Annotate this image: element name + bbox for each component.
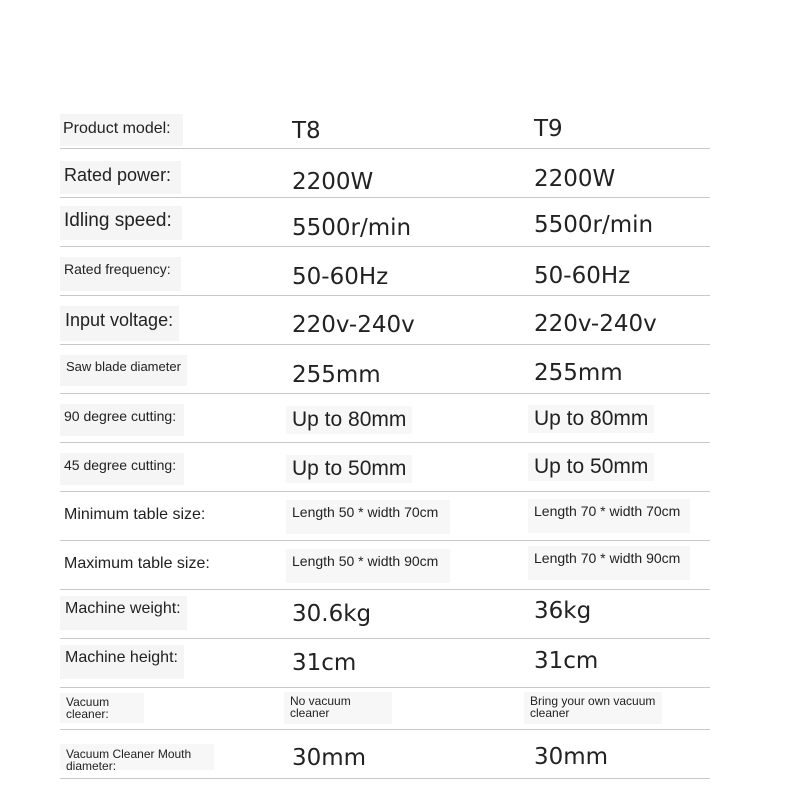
table-row	[60, 730, 710, 779]
t9-value: 255mm	[534, 360, 623, 386]
row-label: 90 degree cutting:	[60, 404, 184, 436]
t9-value: Length 70 * width 90cm	[528, 546, 690, 580]
row-label: Input voltage:	[60, 306, 179, 341]
t9-value: T9	[534, 116, 563, 142]
table-row	[60, 149, 710, 198]
spec-table	[60, 100, 710, 779]
table-row	[60, 492, 710, 541]
row-label: Rated frequency:	[60, 257, 181, 291]
t8-value: 50-60Hz	[292, 264, 389, 290]
table-row	[60, 100, 710, 149]
row-label: Saw blade diameter	[60, 355, 187, 386]
t8-value: 255mm	[292, 362, 381, 388]
table-row	[60, 639, 710, 688]
t8-value: 30mm	[292, 745, 367, 771]
row-label: Product model:	[60, 114, 183, 146]
t8-value: Length 50 * width 70cm	[286, 500, 450, 534]
t9-value: Up to 50mm	[528, 453, 654, 481]
t8-value: 5500r/min	[292, 215, 412, 241]
row-label: Vacuum Cleaner Mouth diameter:	[60, 744, 214, 770]
t9-value: 30mm	[534, 744, 609, 770]
row-label: 45 degree cutting:	[60, 453, 184, 485]
t8-value: 2200W	[292, 169, 374, 195]
t8-value: Up to 50mm	[286, 455, 412, 483]
t8-value: 30.6kg	[292, 601, 372, 627]
t9-value: 50-60Hz	[534, 263, 631, 289]
t8-value: Up to 80mm	[286, 406, 412, 434]
row-label: Maximum table size:	[64, 555, 210, 572]
t9-value: 31cm	[534, 648, 599, 674]
table-row	[60, 394, 710, 443]
t8-value: 220v-240v	[292, 312, 415, 338]
t9-value: Up to 80mm	[528, 405, 654, 433]
t9-value: 5500r/min	[534, 212, 654, 238]
table-row	[60, 443, 710, 492]
row-label: Idling speed:	[60, 206, 182, 240]
t8-value: T8	[292, 118, 321, 144]
table-row	[60, 345, 710, 394]
table-row	[60, 541, 710, 590]
row-label: Vacuum cleaner:	[60, 693, 144, 723]
row-label: Machine height:	[60, 645, 184, 679]
t9-value: Length 70 * width 70cm	[528, 499, 690, 533]
t8-value: Length 50 * width 90cm	[286, 549, 450, 583]
table-row	[60, 590, 710, 639]
table-row	[60, 247, 710, 296]
t9-value: Bring your own vacuum cleaner	[524, 692, 662, 724]
row-label: Machine weight:	[60, 596, 187, 630]
t9-value: 2200W	[534, 166, 616, 192]
row-label: Rated power:	[60, 161, 181, 194]
t9-value: 220v-240v	[534, 311, 657, 337]
t9-value: 36kg	[534, 598, 592, 624]
table-row	[60, 198, 710, 247]
table-row	[60, 688, 710, 730]
t8-value: No vacuum cleaner	[284, 692, 392, 724]
t8-value: 31cm	[292, 650, 357, 676]
table-row	[60, 296, 710, 345]
row-label: Minimum table size:	[64, 506, 206, 523]
